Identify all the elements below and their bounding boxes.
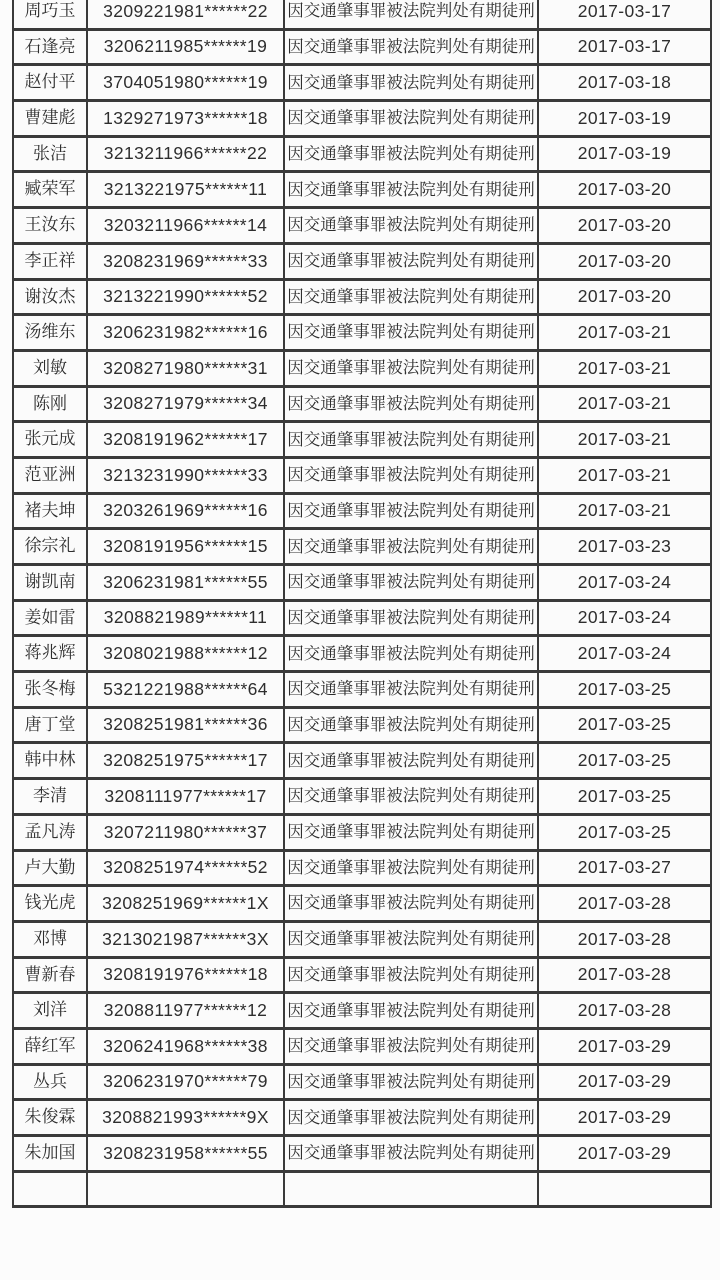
- name-cell: 蒋兆辉: [13, 636, 87, 672]
- table-row: [13, 493, 711, 529]
- reason-cell: 因交通肇事罪被法院判处有期徒刑: [284, 1028, 538, 1064]
- name-cell: 石逢亮: [13, 29, 87, 65]
- reason-cell: 因交通肇事罪被法院判处有期徒刑: [284, 422, 538, 458]
- date-cell: 2017-03-21: [538, 386, 711, 422]
- name-cell: [13, 1171, 87, 1207]
- reason-cell: 因交通肇事罪被法院判处有期徒刑: [284, 101, 538, 137]
- reason-cell: 因交通肇事罪被法院判处有期徒刑: [284, 350, 538, 386]
- date-cell: 2017-03-21: [538, 493, 711, 529]
- records-table-body: [13, 0, 711, 1207]
- name-cell: 朱俊霖: [13, 1100, 87, 1136]
- id-number-cell: 3208271979******34: [87, 386, 284, 422]
- name-cell: 赵付平: [13, 65, 87, 101]
- date-cell: 2017-03-28: [538, 921, 711, 957]
- id-number-cell: 3203261969******16: [87, 493, 284, 529]
- id-number-cell: 3208271980******31: [87, 350, 284, 386]
- reason-cell: 因交通肇事罪被法院判处有期徒刑: [284, 636, 538, 672]
- table-row: [13, 707, 711, 743]
- name-cell: 邓博: [13, 921, 87, 957]
- name-cell: 曹新春: [13, 957, 87, 993]
- table-row: [13, 921, 711, 957]
- date-cell: 2017-03-20: [538, 208, 711, 244]
- date-cell: 2017-03-28: [538, 957, 711, 993]
- table-row: [13, 1136, 711, 1172]
- reason-cell: 因交通肇事罪被法院判处有期徒刑: [284, 172, 538, 208]
- name-cell: 徐宗礼: [13, 529, 87, 565]
- reason-cell: 因交通肇事罪被法院判处有期徒刑: [284, 779, 538, 815]
- name-cell: 姜如雷: [13, 600, 87, 636]
- name-cell: 孟凡涛: [13, 814, 87, 850]
- table-row: [13, 565, 711, 601]
- reason-cell: 因交通肇事罪被法院判处有期徒刑: [284, 993, 538, 1029]
- date-cell: 2017-03-29: [538, 1064, 711, 1100]
- id-number-cell: 3208251969******1X: [87, 886, 284, 922]
- name-cell: 褚夫坤: [13, 493, 87, 529]
- table-row: [13, 422, 711, 458]
- id-number-cell: 3206241968******38: [87, 1028, 284, 1064]
- id-number-cell: 3206231982******16: [87, 315, 284, 351]
- date-cell: 2017-03-20: [538, 172, 711, 208]
- id-number-cell: 3704051980******19: [87, 65, 284, 101]
- table-row: [13, 529, 711, 565]
- date-cell: 2017-03-24: [538, 636, 711, 672]
- name-cell: 谢汝杰: [13, 279, 87, 315]
- reason-cell: 因交通肇事罪被法院判处有期徒刑: [284, 386, 538, 422]
- name-cell: 朱加国: [13, 1136, 87, 1172]
- date-cell: 2017-03-19: [538, 136, 711, 172]
- name-cell: 范亚洲: [13, 457, 87, 493]
- id-number-cell: 3213221975******11: [87, 172, 284, 208]
- date-cell: 2017-03-25: [538, 707, 711, 743]
- table-row: [13, 743, 711, 779]
- name-cell: 刘洋: [13, 993, 87, 1029]
- reason-cell: 因交通肇事罪被法院判处有期徒刑: [284, 921, 538, 957]
- date-cell: 2017-03-17: [538, 0, 711, 29]
- table-row: [13, 350, 711, 386]
- name-cell: 韩中林: [13, 743, 87, 779]
- name-cell: 陈刚: [13, 386, 87, 422]
- name-cell: 张冬梅: [13, 672, 87, 708]
- reason-cell: 因交通肇事罪被法院判处有期徒刑: [284, 208, 538, 244]
- reason-cell: 因交通肇事罪被法院判处有期徒刑: [284, 565, 538, 601]
- table-row: [13, 208, 711, 244]
- name-cell: 刘敏: [13, 350, 87, 386]
- date-cell: 2017-03-21: [538, 350, 711, 386]
- reason-cell: 因交通肇事罪被法院判处有期徒刑: [284, 707, 538, 743]
- name-cell: 谢凯南: [13, 565, 87, 601]
- table-row: [13, 315, 711, 351]
- reason-cell: [284, 1171, 538, 1207]
- date-cell: 2017-03-25: [538, 743, 711, 779]
- table-row: [13, 1100, 711, 1136]
- table-row: [13, 136, 711, 172]
- table-row: [13, 957, 711, 993]
- id-number-cell: 3206231981******55: [87, 565, 284, 601]
- table-row-partial: [13, 1171, 711, 1207]
- name-cell: 李正祥: [13, 243, 87, 279]
- table-row: [13, 850, 711, 886]
- date-cell: 2017-03-20: [538, 279, 711, 315]
- name-cell: 张元成: [13, 422, 87, 458]
- name-cell: 钱光虎: [13, 886, 87, 922]
- id-number-cell: 5321221988******64: [87, 672, 284, 708]
- records-table: [12, 0, 712, 1208]
- date-cell: 2017-03-27: [538, 850, 711, 886]
- id-number-cell: 3206211985******19: [87, 29, 284, 65]
- table-row: [13, 0, 711, 29]
- table-row: [13, 814, 711, 850]
- id-number-cell: 3208111977******17: [87, 779, 284, 815]
- id-number-cell: 3208191956******15: [87, 529, 284, 565]
- reason-cell: 因交通肇事罪被法院判处有期徒刑: [284, 1136, 538, 1172]
- reason-cell: 因交通肇事罪被法院判处有期徒刑: [284, 243, 538, 279]
- reason-cell: 因交通肇事罪被法院判处有期徒刑: [284, 600, 538, 636]
- id-number-cell: 1329271973******18: [87, 101, 284, 137]
- date-cell: 2017-03-23: [538, 529, 711, 565]
- id-number-cell: 3208251981******36: [87, 707, 284, 743]
- reason-cell: 因交通肇事罪被法院判处有期徒刑: [284, 315, 538, 351]
- id-number-cell: 3208191962******17: [87, 422, 284, 458]
- id-number-cell: 3208821993******9X: [87, 1100, 284, 1136]
- id-number-cell: 3208251974******52: [87, 850, 284, 886]
- reason-cell: 因交通肇事罪被法院判处有期徒刑: [284, 1064, 538, 1100]
- table-row: [13, 993, 711, 1029]
- records-table-wrap: [12, 0, 710, 1208]
- id-number-cell: 3208191976******18: [87, 957, 284, 993]
- date-cell: 2017-03-19: [538, 101, 711, 137]
- date-cell: 2017-03-29: [538, 1028, 711, 1064]
- table-row: [13, 29, 711, 65]
- table-row: [13, 636, 711, 672]
- reason-cell: 因交通肇事罪被法院判处有期徒刑: [284, 957, 538, 993]
- date-cell: 2017-03-28: [538, 993, 711, 1029]
- id-number-cell: 3208821989******11: [87, 600, 284, 636]
- table-row: [13, 172, 711, 208]
- id-number-cell: 3207211980******37: [87, 814, 284, 850]
- date-cell: 2017-03-29: [538, 1100, 711, 1136]
- reason-cell: 因交通肇事罪被法院判处有期徒刑: [284, 886, 538, 922]
- reason-cell: 因交通肇事罪被法院判处有期徒刑: [284, 743, 538, 779]
- name-cell: 王汝东: [13, 208, 87, 244]
- reason-cell: 因交通肇事罪被法院判处有期徒刑: [284, 850, 538, 886]
- date-cell: 2017-03-18: [538, 65, 711, 101]
- date-cell: 2017-03-17: [538, 29, 711, 65]
- table-row: [13, 1028, 711, 1064]
- name-cell: 汤维东: [13, 315, 87, 351]
- date-cell: 2017-03-24: [538, 565, 711, 601]
- date-cell: 2017-03-20: [538, 243, 711, 279]
- name-cell: 周巧玉: [13, 0, 87, 29]
- table-row: [13, 1064, 711, 1100]
- date-cell: 2017-03-21: [538, 315, 711, 351]
- table-row: [13, 886, 711, 922]
- table-row: [13, 243, 711, 279]
- name-cell: 丛兵: [13, 1064, 87, 1100]
- id-number-cell: [87, 1171, 284, 1207]
- reason-cell: 因交通肇事罪被法院判处有期徒刑: [284, 65, 538, 101]
- table-row: [13, 457, 711, 493]
- id-number-cell: 3206231970******79: [87, 1064, 284, 1100]
- reason-cell: 因交通肇事罪被法院判处有期徒刑: [284, 529, 538, 565]
- table-row: [13, 279, 711, 315]
- date-cell: 2017-03-25: [538, 672, 711, 708]
- table-row: [13, 65, 711, 101]
- id-number-cell: 3208231958******55: [87, 1136, 284, 1172]
- date-cell: 2017-03-25: [538, 779, 711, 815]
- id-number-cell: 3203211966******14: [87, 208, 284, 244]
- date-cell: 2017-03-28: [538, 886, 711, 922]
- date-cell: [538, 1171, 711, 1207]
- reason-cell: 因交通肇事罪被法院判处有期徒刑: [284, 0, 538, 29]
- date-cell: 2017-03-25: [538, 814, 711, 850]
- reason-cell: 因交通肇事罪被法院判处有期徒刑: [284, 457, 538, 493]
- name-cell: 薛红军: [13, 1028, 87, 1064]
- date-cell: 2017-03-21: [538, 422, 711, 458]
- name-cell: 李清: [13, 779, 87, 815]
- date-cell: 2017-03-29: [538, 1136, 711, 1172]
- date-cell: 2017-03-21: [538, 457, 711, 493]
- table-row: [13, 101, 711, 137]
- name-cell: 卢大勤: [13, 850, 87, 886]
- name-cell: 唐丁堂: [13, 707, 87, 743]
- date-cell: 2017-03-24: [538, 600, 711, 636]
- reason-cell: 因交通肇事罪被法院判处有期徒刑: [284, 672, 538, 708]
- id-number-cell: 3209221981******22: [87, 0, 284, 29]
- table-row: [13, 386, 711, 422]
- id-number-cell: 3213221990******52: [87, 279, 284, 315]
- name-cell: 曹建彪: [13, 101, 87, 137]
- name-cell: 臧荣军: [13, 172, 87, 208]
- reason-cell: 因交通肇事罪被法院判处有期徒刑: [284, 493, 538, 529]
- id-number-cell: 3208811977******12: [87, 993, 284, 1029]
- id-number-cell: 3208251975******17: [87, 743, 284, 779]
- id-number-cell: 3213231990******33: [87, 457, 284, 493]
- reason-cell: 因交通肇事罪被法院判处有期徒刑: [284, 814, 538, 850]
- id-number-cell: 3213021987******3X: [87, 921, 284, 957]
- id-number-cell: 3208231969******33: [87, 243, 284, 279]
- reason-cell: 因交通肇事罪被法院判处有期徒刑: [284, 1100, 538, 1136]
- reason-cell: 因交通肇事罪被法院判处有期徒刑: [284, 279, 538, 315]
- reason-cell: 因交通肇事罪被法院判处有期徒刑: [284, 29, 538, 65]
- table-row: [13, 672, 711, 708]
- table-row: [13, 779, 711, 815]
- name-cell: 张洁: [13, 136, 87, 172]
- id-number-cell: 3208021988******12: [87, 636, 284, 672]
- table-row: [13, 600, 711, 636]
- reason-cell: 因交通肇事罪被法院判处有期徒刑: [284, 136, 538, 172]
- id-number-cell: 3213211966******22: [87, 136, 284, 172]
